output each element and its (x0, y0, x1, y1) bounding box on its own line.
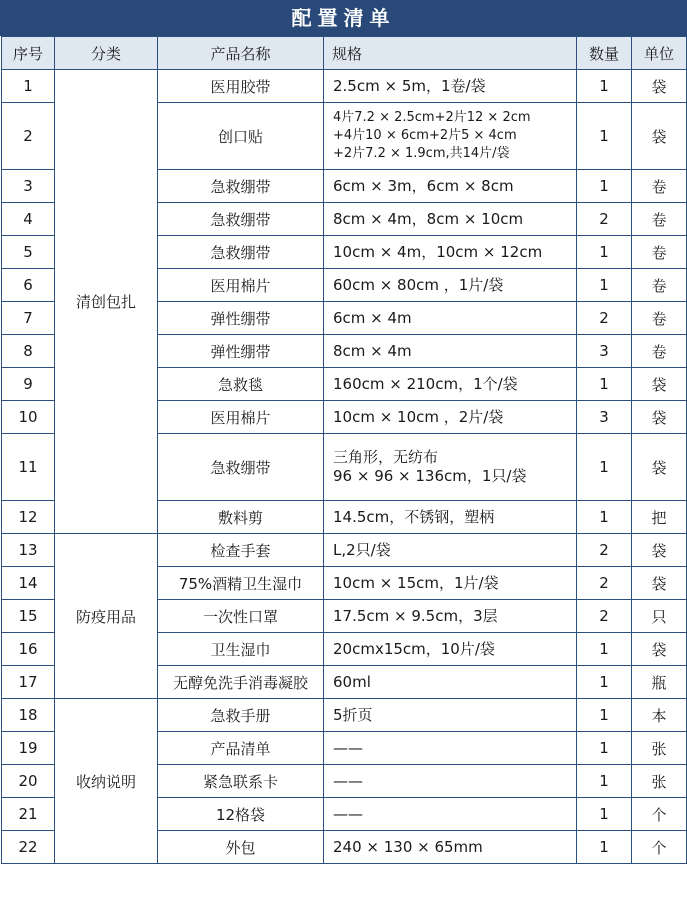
row-no: 16 (2, 633, 55, 666)
row-name: 无醇免洗手消毒凝胶 (158, 666, 324, 699)
row-spec: 8cm × 4m，8cm × 10cm (324, 203, 577, 236)
row-unit: 袋 (632, 401, 687, 434)
row-no: 8 (2, 335, 55, 368)
row-no: 21 (2, 798, 55, 831)
row-name: 产品清单 (158, 732, 324, 765)
table-row (2, 699, 687, 732)
row-qty: 1 (577, 765, 632, 798)
row-name: 卫生湿巾 (158, 633, 324, 666)
row-unit: 卷 (632, 236, 687, 269)
row-no: 3 (2, 170, 55, 203)
row-qty: 1 (577, 501, 632, 534)
row-spec: 6cm × 4m (324, 302, 577, 335)
row-qty: 3 (577, 335, 632, 368)
row-name: 弹性绷带 (158, 302, 324, 335)
row-unit: 瓶 (632, 666, 687, 699)
row-spec: 14.5cm，不锈钢，塑柄 (324, 501, 577, 534)
row-no: 2 (2, 103, 55, 170)
row-qty: 2 (577, 302, 632, 335)
row-spec: 4片7.2 × 2.5cm+2片12 × 2cm +4片10 × 6cm+2片5 × 4cm +2片7.2 × 1.9cm,共14片/袋 (324, 103, 577, 170)
row-spec: 17.5cm × 9.5cm，3层 (324, 600, 577, 633)
row-unit: 袋 (632, 567, 687, 600)
row-name: 创口贴 (158, 103, 324, 170)
table-header-row (2, 37, 687, 70)
row-spec: 240 × 130 × 65mm (324, 831, 577, 864)
row-name: 急救绷带 (158, 236, 324, 269)
row-name: 一次性口罩 (158, 600, 324, 633)
row-spec: —— (324, 798, 577, 831)
row-spec: 8cm × 4m (324, 335, 577, 368)
row-no: 1 (2, 70, 55, 103)
row-qty: 3 (577, 401, 632, 434)
row-spec: 60ml (324, 666, 577, 699)
row-spec: 5折页 (324, 699, 577, 732)
row-no: 18 (2, 699, 55, 732)
row-qty: 1 (577, 798, 632, 831)
header-no: 序号 (2, 37, 55, 70)
row-unit: 卷 (632, 170, 687, 203)
row-qty: 1 (577, 368, 632, 401)
header-unit: 单位 (632, 37, 687, 70)
row-qty: 2 (577, 567, 632, 600)
row-unit: 袋 (632, 70, 687, 103)
row-spec: 20cmx15cm，10片/袋 (324, 633, 577, 666)
header-name: 产品名称 (158, 37, 324, 70)
row-qty: 1 (577, 831, 632, 864)
row-no: 10 (2, 401, 55, 434)
row-no: 9 (2, 368, 55, 401)
row-qty: 1 (577, 103, 632, 170)
row-name: 急救绷带 (158, 203, 324, 236)
row-no: 15 (2, 600, 55, 633)
row-name: 敷料剪 (158, 501, 324, 534)
row-qty: 1 (577, 170, 632, 203)
row-name: 医用胶带 (158, 70, 324, 103)
row-unit: 本 (632, 699, 687, 732)
header-spec: 规格 (324, 37, 577, 70)
row-no: 17 (2, 666, 55, 699)
row-no: 14 (2, 567, 55, 600)
row-spec: 三角形，无纺布 96 × 96 × 136cm，1只/袋 (324, 434, 577, 501)
row-qty: 1 (577, 699, 632, 732)
row-no: 11 (2, 434, 55, 501)
row-spec: 10cm × 15cm，1片/袋 (324, 567, 577, 600)
row-qty: 1 (577, 434, 632, 501)
row-spec: 10cm × 4m，10cm × 12cm (324, 236, 577, 269)
row-unit: 个 (632, 798, 687, 831)
row-no: 20 (2, 765, 55, 798)
row-name: 医用棉片 (158, 269, 324, 302)
row-unit: 袋 (632, 103, 687, 170)
row-unit: 卷 (632, 203, 687, 236)
row-spec: —— (324, 765, 577, 798)
row-name: 12格袋 (158, 798, 324, 831)
row-spec: 2.5cm × 5m，1卷/袋 (324, 70, 577, 103)
row-name: 弹性绷带 (158, 335, 324, 368)
header-category: 分类 (55, 37, 158, 70)
row-no: 19 (2, 732, 55, 765)
row-spec: L,2只/袋 (324, 534, 577, 567)
row-unit: 个 (632, 831, 687, 864)
configuration-table (1, 36, 687, 864)
row-no: 4 (2, 203, 55, 236)
table-row (2, 70, 687, 103)
row-name: 紧急联系卡 (158, 765, 324, 798)
row-spec: 160cm × 210cm，1个/袋 (324, 368, 577, 401)
table-row (2, 534, 687, 567)
row-unit: 张 (632, 765, 687, 798)
row-qty: 2 (577, 203, 632, 236)
row-no: 13 (2, 534, 55, 567)
row-no: 7 (2, 302, 55, 335)
header-qty: 数量 (577, 37, 632, 70)
row-name: 检查手套 (158, 534, 324, 567)
row-spec: 60cm × 80cm ，1片/袋 (324, 269, 577, 302)
row-unit: 张 (632, 732, 687, 765)
row-unit: 卷 (632, 302, 687, 335)
row-name: 医用棉片 (158, 401, 324, 434)
row-spec: 6cm × 3m，6cm × 8cm (324, 170, 577, 203)
row-name: 外包 (158, 831, 324, 864)
row-qty: 1 (577, 732, 632, 765)
row-name: 急救手册 (158, 699, 324, 732)
row-unit: 只 (632, 600, 687, 633)
row-unit: 袋 (632, 534, 687, 567)
row-name: 急救绷带 (158, 170, 324, 203)
row-name: 急救毯 (158, 368, 324, 401)
row-unit: 把 (632, 501, 687, 534)
row-qty: 2 (577, 600, 632, 633)
row-qty: 1 (577, 236, 632, 269)
category-cell: 清创包扎 (55, 70, 158, 534)
page-title: 配置清单 (0, 0, 687, 36)
category-cell: 防疫用品 (55, 534, 158, 699)
row-no: 12 (2, 501, 55, 534)
row-spec: —— (324, 732, 577, 765)
row-name: 急救绷带 (158, 434, 324, 501)
row-unit: 袋 (632, 434, 687, 501)
row-qty: 2 (577, 534, 632, 567)
row-unit: 袋 (632, 368, 687, 401)
row-no: 22 (2, 831, 55, 864)
row-unit: 卷 (632, 335, 687, 368)
category-cell: 收纳说明 (55, 699, 158, 864)
row-no: 6 (2, 269, 55, 302)
row-qty: 1 (577, 70, 632, 103)
row-qty: 1 (577, 269, 632, 302)
row-no: 5 (2, 236, 55, 269)
row-unit: 卷 (632, 269, 687, 302)
row-qty: 1 (577, 666, 632, 699)
row-spec: 10cm × 10cm ，2片/袋 (324, 401, 577, 434)
row-qty: 1 (577, 633, 632, 666)
row-name: 75%酒精卫生湿巾 (158, 567, 324, 600)
row-unit: 袋 (632, 633, 687, 666)
